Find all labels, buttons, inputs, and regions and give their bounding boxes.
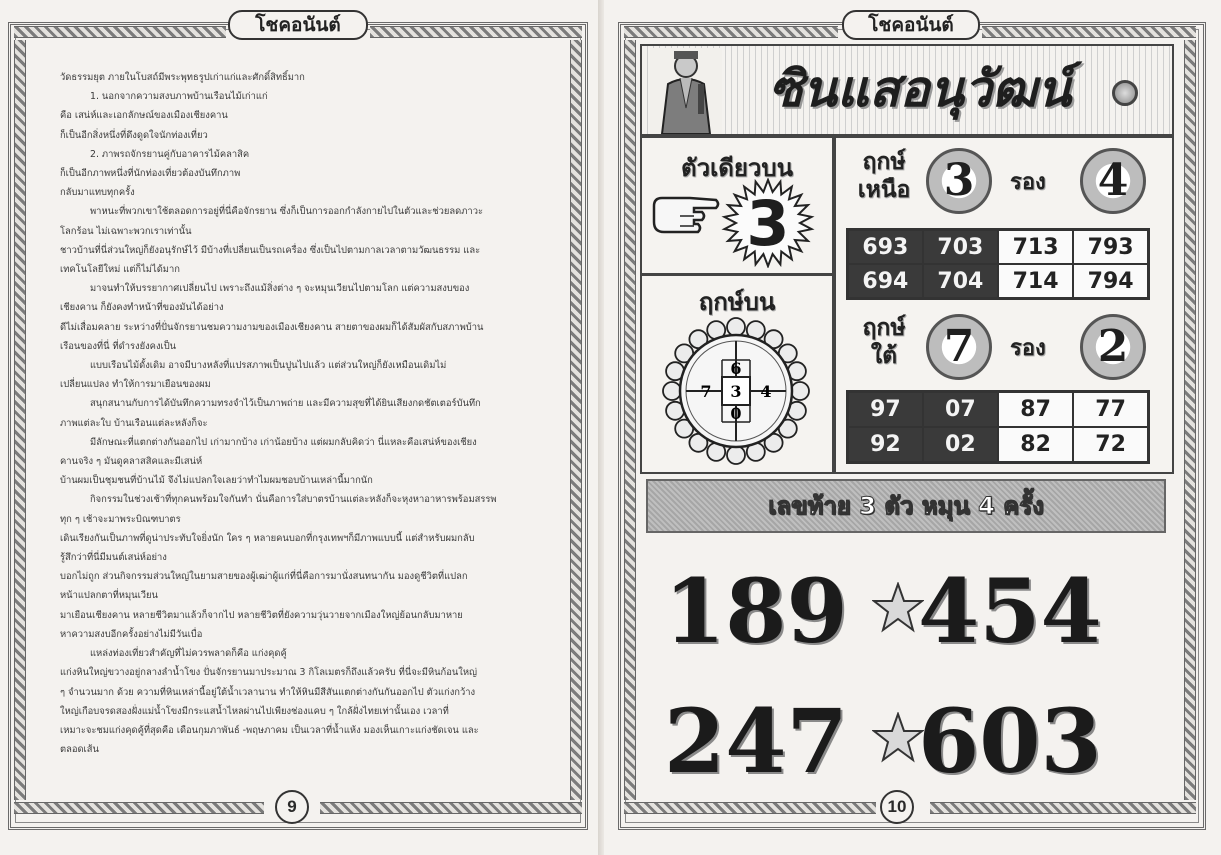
top-digits-label: ฤกษ์บน <box>698 288 776 316</box>
wheel-petal <box>727 446 745 464</box>
article-line: สนุกสนานกับการได้บันทึกความทรงจำไว้เป็นภาพถ่าย และมีความสุขที่ได้ยินเสียงกดชัตเตอร์บันทึก <box>90 398 481 410</box>
article-line: หาความสงบอีกครั้งอย่างไม่มีวันเบื่อ <box>60 628 203 640</box>
north-label <box>848 148 920 204</box>
south-label-line1: ฤกษ์ <box>862 315 906 341</box>
article-line: คานจริง ๆ มันดูคลาสสิคและมีเสน่ห์ <box>60 456 203 468</box>
table-cell: 07 <box>923 392 998 428</box>
south-label <box>848 314 920 370</box>
wheel-digit-center: 3 <box>730 382 742 401</box>
article-line: คือ เสน่ห์และเอกลักษณ์ของเมืองเชียงคาน <box>60 110 228 122</box>
south-rong-digit: 2 <box>1080 314 1146 380</box>
article-line: 1. นอกจากความสงบภาพบ้านเรือนไม้เก่าแก่ <box>90 91 268 103</box>
south-number-table <box>846 390 1150 464</box>
article-line: ตลอดเส้น <box>60 744 99 756</box>
article-line: ดีไม่เสื่อมคลาย ระหว่างที่ปั่นจักรยานชมความงามของเมืองเชียงคาน สายตาของผมก็ได้สัมผัสกับสภาพบ้าน <box>60 321 484 333</box>
rope-border-top-left <box>14 26 226 38</box>
article-line: เรือนของที่นี่ ที่ดำรงยังคงเป็น <box>60 340 177 352</box>
rope-border-right <box>1184 40 1196 800</box>
wheel-digit-left: 7 <box>700 382 712 401</box>
article-line: ก็เป็นอีกสิ่งหนึ่งที่ดึงดูดใจนักท่องเที่ยว <box>60 129 208 141</box>
south-rong-label: รอง <box>1010 336 1046 361</box>
table-cell: 02 <box>923 427 998 463</box>
article-line: หน้าแปลกตาที่หมุนเวียน <box>60 590 158 602</box>
table-cell: 92 <box>848 427 923 463</box>
rope-border-bottom-left <box>14 802 264 814</box>
lucky-number: 247 <box>664 689 848 793</box>
rope-border-left <box>14 40 26 800</box>
table-row <box>848 230 1149 265</box>
table-cell: 714 <box>998 264 1073 299</box>
article-line: กิจกรรมในช่วงเช้าที่ทุกคนพร้อมใจกันทำ นั่นคือการใส่บาตรบ้านแต่ละหลังก็จะหุงหาอาหารพร้อมสรรพ <box>90 494 497 506</box>
top-digits-box <box>648 282 826 468</box>
lucky-number: 454 <box>918 559 1102 663</box>
star-icon <box>872 582 924 634</box>
grid-divider-horizontal <box>640 273 834 276</box>
article-line: ภาพแต่ละใบ บ้านเรือนแต่ละหลังก็จะ <box>60 417 208 429</box>
digit-wheel <box>658 316 814 466</box>
article-line: ก็เป็นอีกภาพหนึ่งที่นักท่องเที่ยวต้องบันทึกภาพ <box>60 168 241 180</box>
left-page <box>0 0 604 855</box>
page-number: 9 <box>275 790 309 824</box>
page-number: 10 <box>880 790 914 824</box>
single-digit-box <box>648 148 826 268</box>
rope-border-right <box>570 40 582 800</box>
article-line: เทคโนโลยีใหม่ แต่ก็ไม่ได้มาก <box>60 264 180 276</box>
article-line: วัดธรรมยุต ภายในโบสถ์มีพระพุทธรูปเก่าแก่และศักดิ์สิทธิ์มาก <box>60 72 305 83</box>
north-rong-digit: 4 <box>1080 148 1146 214</box>
article-line: เดินเรียงกันเป็นภาพที่ดูน่าประทับใจยิ่งนัก ใคร ๆ หลายคนบอกที่กรุงเทพฯก็มีภาพแบบนี้ แต่สำหรับผมกลับ <box>60 532 475 544</box>
rope-border-top-right <box>370 26 582 38</box>
article-line: ชาวบ้านที่นี่ส่วนใหญ่ก็ยังอนุรักษ์ไว้ มีบ้างที่เปลี่ยนเป็นรถเครื่อง ซึ่งเป็นไปตามกาลเวลาตามวัฒนธรรม และ <box>60 244 481 256</box>
wheel-digit-top: 6 <box>730 359 742 378</box>
article-line: ทุก ๆ เช้าจะมาพระบิณฑบาตร <box>60 513 181 525</box>
wheel-petal <box>727 318 745 336</box>
fortune-teller-title: ซินแสอนุวัฒน์ <box>768 59 1072 118</box>
lucky-number-row <box>650 556 1150 666</box>
south-main-digit: 7 <box>926 314 992 380</box>
article-line: บ้านผมเป็นชุมชนที่บ้านไม้ จึงไม่แปลกใจเลยว่าทำไมผมชอบบ้านเหล่านี้มากนัก <box>60 475 373 487</box>
article-line: เหมาะจะชมแก่งคุดคู้ที่สุดคือ เดือนกุมภาพันธ์ -พฤษภาคม เป็นเวลาที่น้ำแห้ง มองเห็นเกาะแก่งชัดเจน และ <box>60 724 479 736</box>
table-cell: 793 <box>1073 230 1148 265</box>
article-line: เชียงคาน ก็ยังคงทำหน้าที่ของมันได้อย่าง <box>60 302 224 314</box>
left-page-header: โชคอนันต์ <box>228 10 368 40</box>
north-label-line2: เหนือ <box>857 177 911 203</box>
rope-border-bottom-right <box>930 802 1196 814</box>
right-page-header: โชคอนันต์ <box>842 10 980 40</box>
article-line: รู้สึกว่าที่นี่มีมนต์เสน่ห์อย่าง <box>60 552 167 564</box>
north-main-digit: 3 <box>926 148 992 214</box>
south-label-line2: ใต้ <box>870 343 898 369</box>
north-rong-label: รอง <box>1010 170 1046 195</box>
north-label-line1: ฤกษ์ <box>862 149 906 175</box>
star-icon <box>872 712 924 764</box>
table-cell: 72 <box>1073 427 1148 463</box>
wheel-digit-right: 4 <box>760 382 772 401</box>
article-line: กลับมาแทบทุกครั้ง <box>60 187 135 199</box>
table-cell: 794 <box>1073 264 1148 299</box>
article-line: พาหนะที่พวกเขาใช้ตลอดการอยู่ที่นี่คือจักรยาน ซึ่งก็เป็นการออกกำลังกายไปในตัวและช่วยลดภาวะ <box>90 206 483 218</box>
wheel-petal <box>663 382 681 400</box>
table-row <box>848 427 1149 463</box>
article-line: ใหญ่เกือบจรดสองฝั่งแม่น้ำโขงมีกระแสน้ำไหลผ่านไปเพียงช่องแคบ ๆ ใกล้ฝั่งไทยเท่านั้นเอง เวลาที่ <box>60 705 449 717</box>
table-cell: 82 <box>998 427 1073 463</box>
rope-border-top-left <box>624 26 838 38</box>
single-digit-number: 3 <box>746 187 790 260</box>
rope-border-bottom-left <box>624 802 876 814</box>
article-line: แก่งหินใหญ่ขวางอยู่กลางลำน้ำโขง ปั่นจักรยานมาประมาณ 3 กิโลเมตรก็ถึงแล้วครับ ที่นี่จะมีหินก้อนใหญ่ <box>60 667 478 679</box>
lucky-number: 603 <box>918 689 1102 793</box>
lucky-number: 189 <box>664 559 848 663</box>
article-line: มาเยือนเชียงคาน หลายชีวิตมาแล้วก็จากไป หลายชีวิตที่ยังความวุ่นวายจากเมืองใหญ่ย้อนกลับมาหาย <box>60 609 463 621</box>
table-row <box>848 392 1149 428</box>
table-cell: 77 <box>1073 392 1148 428</box>
article-line: เปลี่ยนแปลง ทำให้การมาเยือนของผม <box>60 379 211 391</box>
table-cell: 703 <box>923 230 998 265</box>
article-line: ๆ จำนวนมาก ด้วย ความที่หินเหล่านี้อยู่ใต้น้ำเวลานาน ทำให้หินมีสีสันแตกต่างกันกันออกไป ตัวแก่งกว้าง <box>60 686 476 698</box>
article-text <box>60 68 538 759</box>
table-cell: 87 <box>998 392 1073 428</box>
article-line: แบบเรือนไม้ดั้งเดิม อาจมีบางหลังที่แปรสภาพเป็นปูนไปแล้ว แต่ส่วนใหญ่ก็ยังเหมือนเดิมไม่ <box>90 360 447 372</box>
rope-border-left <box>624 40 636 800</box>
wheel-digit-bottom: 0 <box>730 404 742 423</box>
table-cell: 704 <box>923 264 998 299</box>
rope-border-top-right <box>982 26 1196 38</box>
grid-divider-vertical <box>832 136 836 474</box>
article-line: แหล่งท่องเที่ยวสำคัญที่ไม่ควรพลาดก็คือ แก่งคุดคู้ <box>90 648 287 660</box>
single-digit-label: ตัวเดียวบน <box>680 154 794 182</box>
table-row <box>848 264 1149 299</box>
title-dot-icon <box>1112 80 1138 106</box>
article-line: 2. ภาพรถจักรยานคู่กับอาคารไม้คลาสิค <box>90 148 250 160</box>
lucky-number-row <box>650 686 1150 796</box>
wheel-petal <box>791 382 809 400</box>
table-cell: 693 <box>848 230 923 265</box>
table-cell: 694 <box>848 264 923 299</box>
pointing-hand-icon <box>650 192 720 236</box>
article-line: มีลักษณะที่แตกต่างกันออกไป เก่ามากบ้าง เก่าน้อยบ้าง แต่ผมกลับคิดว่า นี่แหละคือเสน่ห์ของเชียง <box>90 436 477 448</box>
table-cell: 97 <box>848 392 923 428</box>
rope-border-bottom-right <box>320 802 582 814</box>
article-line: มาจนทำให้บรรยากาศเปลี่ยนไป เพราะถึงแม้สิ่งต่าง ๆ จะหมุนเวียนไปตามโลก แต่ความสงบของ <box>90 283 470 295</box>
article-line: โลกร้อน ไม่เฉพาะพวกเราเท่านั้น <box>60 225 192 237</box>
three-digit-banner: เลขท้าย 3 ตัว หมุน 4 ครั้ง <box>646 479 1166 533</box>
article-line: บอกไม่ถูก ส่วนกิจกรรมส่วนใหญ่ในยามสายของผู้เฒ่าผู้แก่ที่นี่คือการมานั่งสนทนากัน มองดูชีวิตที่แปลก <box>60 571 468 583</box>
table-cell: 713 <box>998 230 1073 265</box>
north-number-table <box>846 228 1150 300</box>
deity-figure-icon <box>650 48 722 134</box>
